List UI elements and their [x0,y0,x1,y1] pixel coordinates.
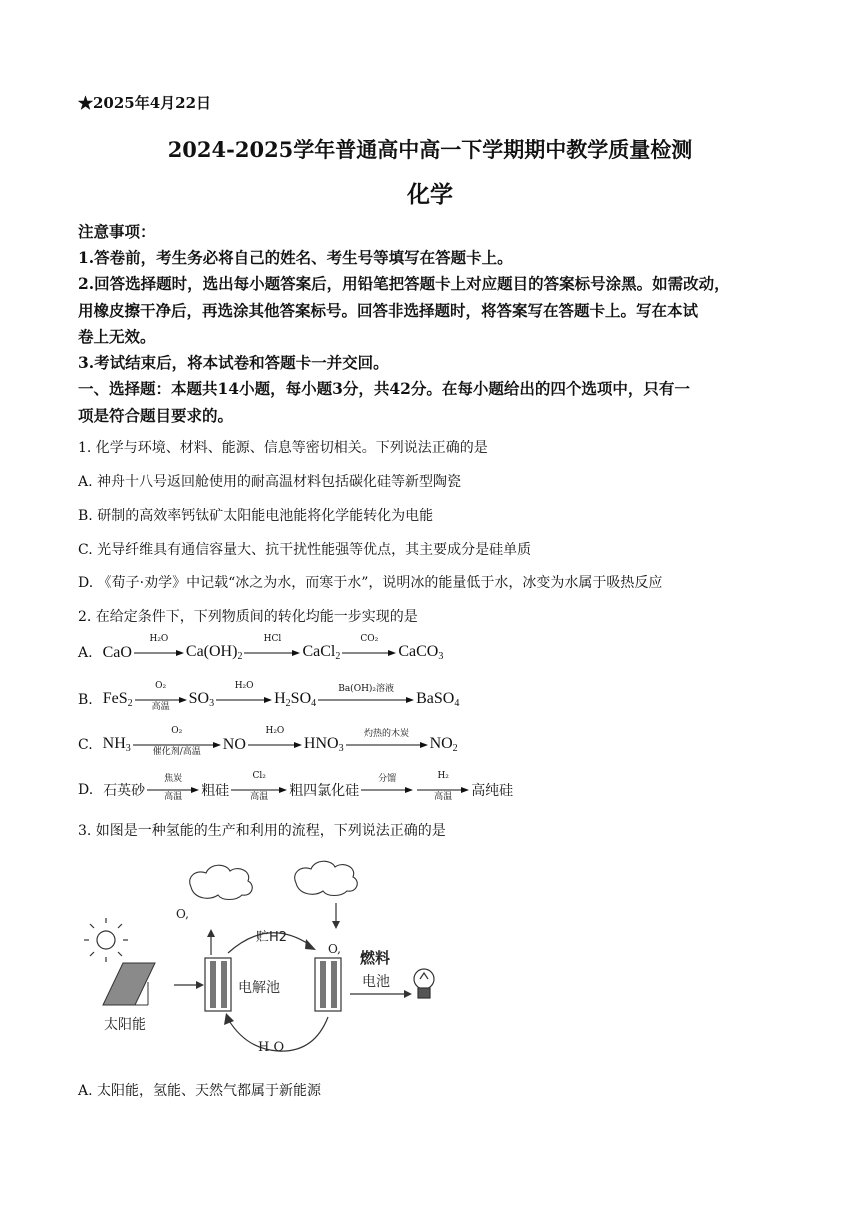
reactant: CaO [102,643,132,661]
product: $Ca(OH)_2$ [185,643,243,662]
reaction-arrow: Ba(OH)₂溶液 [318,696,414,704]
q2-option-d [78,771,514,802]
arrow-icon [332,903,340,929]
exam-title: 2024-2025学年普通高中高一下学期期中教学质量检测 [167,137,693,162]
q1-option-a: A. 神舟十八号返回舱使用的耐高温材料包括碳化硅等新型陶瓷 [78,474,462,490]
oxygen-label-left: O, [176,907,189,921]
product: CaCO$_3$ [398,643,444,662]
notice-item-1: 1.答卷前，考生务必将自己的姓名、考生号等填写在答题卡上。 [78,248,513,267]
notice-item-2-line-1: 2.回答选择题时，选出每小题答案后，用铅笔把答题卡上对应题目的答案标号涂黑。如需改动， [78,274,730,293]
product: 高纯硅 [471,783,514,799]
q2-option-a [78,633,444,662]
reaction-arrow: Cl₂ 高温 [231,786,287,794]
subject-title: 化学 [407,181,453,208]
q3-option-a: A. 太阳能，氢能、天然气都属于新能源 [78,1083,322,1099]
option-label: B. [78,691,93,708]
reaction-arrow: HCl [244,649,300,657]
product: $HNO_3$ [303,735,344,754]
exam-date: ★2025年4月22日 [78,94,212,112]
arrow-icon [350,990,412,998]
solar-panel-icon [103,963,155,1005]
arrow-icon [207,929,215,955]
option-label: D. [78,782,94,798]
oxygen-label-right: O, [328,942,341,956]
reaction-arrow: 焦炭 高温 [147,786,199,794]
reaction-arrow: O₂ 催化剂/高温 [133,741,221,749]
solar-label: 太阳能 [104,1017,146,1033]
fuel-cell-label-2: 电池 [362,974,390,990]
reaction-arrow: 分馏 [361,786,413,794]
reactant: $NH_3$ [102,735,131,754]
reactant: 石英砂 [103,783,146,799]
product: 粗四氯化硅 [289,783,360,799]
sun-icon [84,918,128,962]
product: BaSO$_4$ [416,690,460,709]
product: 粗硅 [201,783,230,799]
product: $NO_2$ [429,735,458,754]
product: CaCl$_2$ [302,643,341,662]
cloud-icon [295,861,358,895]
reaction-arrow: H₂ 高温 [417,786,469,794]
hydrogen-storage-label: 贮H2 [256,930,288,945]
product: $SO_3$ [188,690,215,709]
electrolyzer-cell-icon [205,958,231,1011]
q1-option-d: D. 《荀子·劝学》中记载“冰之为水，而寒于水”，说明冰的能量低于水，冰变为水属于吸热反应 [78,575,663,591]
q3-stem: 3. 如图是一种氢能的生产和利用的流程，下列说法正确的是 [78,823,446,839]
fuel-cell-icon [315,958,341,1011]
notice-item-3: 3.考试结束后，将本试卷和答题卡一并交回。 [78,353,389,372]
reaction-arrow: H₂O [216,696,272,704]
product: NO [222,735,246,753]
reactant: FeS$_2$ [102,690,133,709]
reaction-arrow: CO₂ [342,649,396,657]
q1-stem: 1. 化学与环境、材料、能源、信息等密切相关。下列说法正确的是 [78,440,488,456]
electrolyzer-label: 电解池 [238,980,280,996]
reaction-arrow: O₂ 高温 [135,696,187,704]
notice-item-2-line-3: 卷上无效。 [78,327,156,346]
option-label: C. [78,736,93,753]
water-label: H O [258,1040,285,1055]
hydrogen-energy-diagram [78,855,458,1060]
reaction-arrow: 灼热的木炭 [346,741,428,749]
q2-option-b [78,680,460,712]
q1-option-b: B. 研制的高效率钙钛矿太阳能电池能将化学能转化为电能 [78,508,434,524]
notice-item-2-line-2: 用橡皮擦干净后，再选涂其他答案标号。回答非选择题时，将答案写在答题卡上。写在本试 [78,301,699,320]
light-bulb-icon [414,969,434,998]
cloud-icon [190,865,253,899]
q2-stem: 2. 在给定条件下，下列物质间的转化均能一步实现的是 [78,609,418,625]
notice-heading: 注意事项： [78,222,156,241]
arrow-icon [174,981,204,989]
q2-option-c [78,725,458,757]
fuel-cell-label-1: 燃料 [360,949,391,967]
product: $H_2SO_4$ [274,690,317,709]
reaction-arrow: H₂O [248,741,302,749]
option-label: A. [78,644,93,661]
reaction-arrow: H₂O [134,649,184,657]
q1-option-c: C. 光导纤维具有通信容量大、抗干扰性能强等优点，其主要成分是硅单质 [78,542,532,558]
section-heading-line-1: 一、选择题：本题共14小题，每小题3分，共42分。在每小题给出的四个选项中，只有一 [78,379,690,398]
section-heading-line-2: 项是符合题目要求的。 [78,406,234,425]
